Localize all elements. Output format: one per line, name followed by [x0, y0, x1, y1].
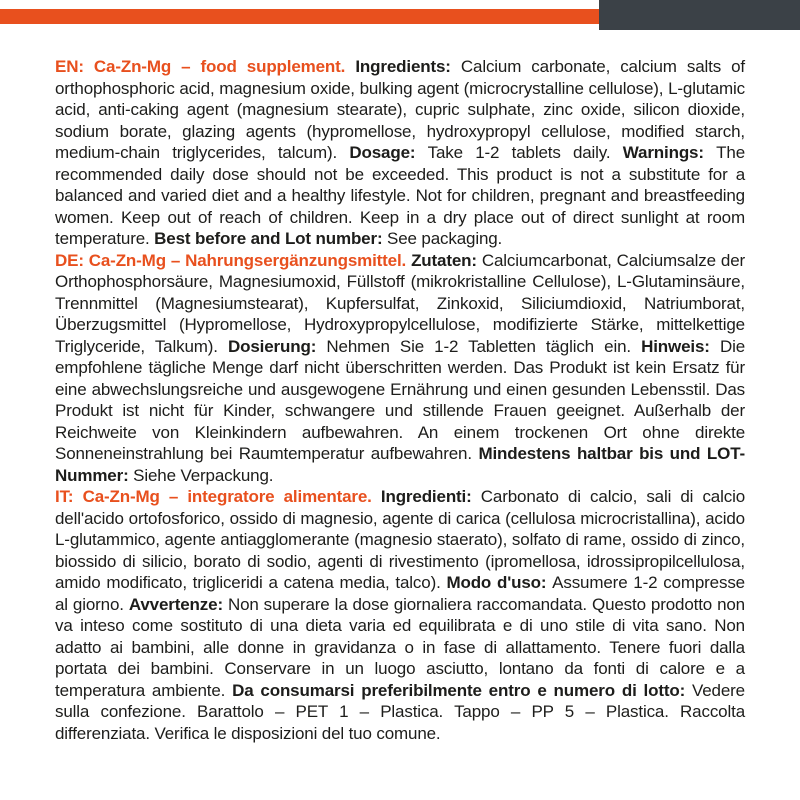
segment-label: Ingredients:	[355, 57, 461, 76]
top-decoration	[0, 0, 800, 32]
section-en	[55, 56, 745, 250]
segment-label: Da consumarsi preferibilmente entro e numero di lotto:	[232, 680, 692, 700]
segment-body: Die empfohlene tägliche Menge darf nicht überschritten werden. Das Produkt ist kein Ersatz für eine abwechslungsreiche und ausgewogene Ernährung und einen gesunden Lebensstil. Das Produkt ist nicht für Kinder, schwangere und stillende Frauen geeignet. Außerhalb der Reichweite von Kleinkindern aufbewahren. An einem trockenen Ort ohne direkte Sonneneinstrahlung bei Raumtemperatur aufbewahren.	[55, 336, 746, 463]
segment-body: Nehmen Sie 1-2 Tabletten täglich ein.	[326, 336, 642, 356]
segment-body: Take 1-2 tablets daily.	[427, 143, 623, 162]
segment-body: Non superare la dose giornaliera raccomandata. Questo prodotto non va inteso come sostituto di una dieta varia ed equilibrata e di uno stile di vita sano. Non adatto ai bambini, alle donne in gravidanza o in fase di allattamento. Tenere fuori dalla portata dei bambini. Conservare in un luogo asciutto, lontano da fonti di calore e a temperatura ambiente.	[55, 594, 745, 700]
segment-label: Ingredienti:	[380, 487, 481, 506]
label-text-block	[55, 56, 745, 744]
segment-label: Avvertenze:	[128, 594, 228, 614]
segment-body: Assumere 1-2 compresse al giorno.	[55, 573, 745, 614]
segment-body: Carbonato di calcio, sali di calcio dell'acido ortofosforico, ossido di magnesio, agente di carica (cellulosa microcristallina), acido L-glutammico, agente antiagglomerante (magnesio staerato), solfato di rame, ossido di zinco, biossido di silicio, borato di sodio, agenti di rivestimento (ipromellosa, idrossipropilcellulosa, amido modificato, trigliceridi a catena media, talco).	[55, 487, 746, 592]
segment-body: The recommended daily dose should not be exceeded. This product is not a substitute for a balanced and varied diet and a healthy lifestyle. Not for children, pregnant and breastfeeding women. Keep out of reach of children. Keep in a dry place out of direct sunlight at room temperature.	[55, 143, 745, 248]
segment-body: Vedere sulla confezione. Barattolo – PET 1 – Plastica. Tappo – PP 5 – Plastica. Raccolta differenziata. Verifica le disposizioni del tuo comune.	[55, 680, 745, 743]
segment-label: Dosierung:	[228, 336, 327, 356]
segment-label: Zutaten:	[411, 250, 482, 270]
segment-lang-title: EN: Ca-Zn-Mg – food supplement.	[55, 57, 356, 76]
dark-top-bar	[599, 0, 800, 30]
segment-label: Hinweis:	[641, 336, 720, 356]
segment-body: Calciumcarbonat, Calciumsalze der Orthophosphorsäure, Magnesiumoxid, Füllstoff (mikrokristalline Cellulose), L-Glutaminsäure, Trennmittel (Magnesiumstearat), Kupfersulfat, Zinkoxid, Siliciumdioxid, Natriumborat, Überzugsmittel (Hypromellose, Hydroxypropylcellulose, modifizierte Stärke, mittelkettige Triglyceride, Talkum).	[55, 250, 746, 356]
segment-label: Best before and Lot number:	[154, 229, 388, 248]
segment-body: Siehe Verpackung.	[133, 465, 274, 485]
section-it	[55, 486, 745, 744]
segment-label: Modo d'uso:	[446, 573, 553, 592]
section-de	[55, 250, 745, 487]
segment-lang-title: IT: Ca-Zn-Mg – integratore alimentare.	[55, 487, 381, 506]
segment-label: Dosage:	[349, 143, 428, 162]
orange-top-bar	[0, 9, 599, 24]
segment-body: See packaging.	[387, 229, 503, 248]
segment-body: Calcium carbonate, calcium salts of orthophosphoric acid, magnesium oxide, bulking agent (microcrystalline cellulose), L-glutamic acid, anti-caking agent (magnesium stearate), cupric sulphate, zinc oxide, silicon dioxide, sodium borate, glazing agents (hypromellose, hydroxypropyl cellulose, modified starch, medium-chain triglycerides, talcum).	[55, 57, 746, 162]
segment-label: Mindestens haltbar bis und LOT-Nummer:	[55, 444, 745, 485]
segment-label: Warnings:	[622, 143, 717, 162]
segment-lang-title: DE: Ca-Zn-Mg – Nahrungsergänzungsmittel.	[55, 250, 412, 270]
